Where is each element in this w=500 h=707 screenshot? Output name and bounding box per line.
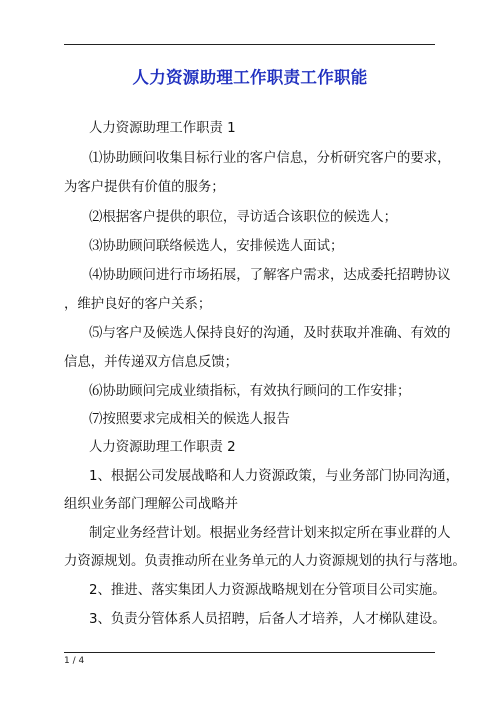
body-line: ⑷协助顾问进行市场拓展，了解客户需求，达成委托招聘协议: [89, 268, 451, 283]
body-line: 信息，并传递双方信息反馈；: [64, 355, 239, 370]
header-rule: [64, 44, 435, 45]
body-line: 力资源规划。负责推动所在业务单元的人力资源规划的执行与落地。: [64, 554, 466, 569]
document-title: 人力资源助理工作职责工作职能: [132, 68, 368, 87]
body-line: ⑶协助顾问联络候选人，安排候选人面试；: [89, 239, 344, 254]
page-number: 1 / 4: [64, 656, 85, 666]
body-line: 2、推进、落实集团人力资源战略规划在分管项目公司实施。: [89, 583, 446, 598]
footer-rule: [64, 652, 435, 653]
body-line: 人力资源助理工作职责 2: [89, 440, 236, 455]
body-line: 组织业务部门理解公司战略并: [64, 497, 239, 512]
body-line: 制定业务经营计划。根据业务经营计划来拟定所在事业群的人: [89, 526, 451, 541]
body-line: ，维护良好的客户关系；: [64, 297, 212, 312]
body-line: 人力资源助理工作职责 1: [89, 121, 236, 136]
body-line: 3、负责分管体系人员招聘，后备人才培养，人才梯队建设。: [89, 612, 446, 627]
body-line: 为客户提供有价值的服务；: [64, 180, 225, 195]
body-line: ⑹协助顾问完成业绩指标，有效执行顾问的工作安排；: [89, 384, 411, 399]
body-line: ⑸与客户及候选人保持良好的沟通，及时获取并准确、有效的: [89, 326, 451, 341]
body-line: 1、根据公司发展战略和人力资源政策，与业务部门协同沟通，: [89, 469, 460, 484]
body-line: ⑺按照要求完成相关的候选人报告: [89, 412, 290, 427]
body-line: ⑵根据客户提供的职位，寻访适合该职位的候选人；: [89, 210, 397, 225]
body-line: ⑴协助顾问收集目标行业的客户信息，分析研究客户的要求，: [89, 151, 451, 166]
